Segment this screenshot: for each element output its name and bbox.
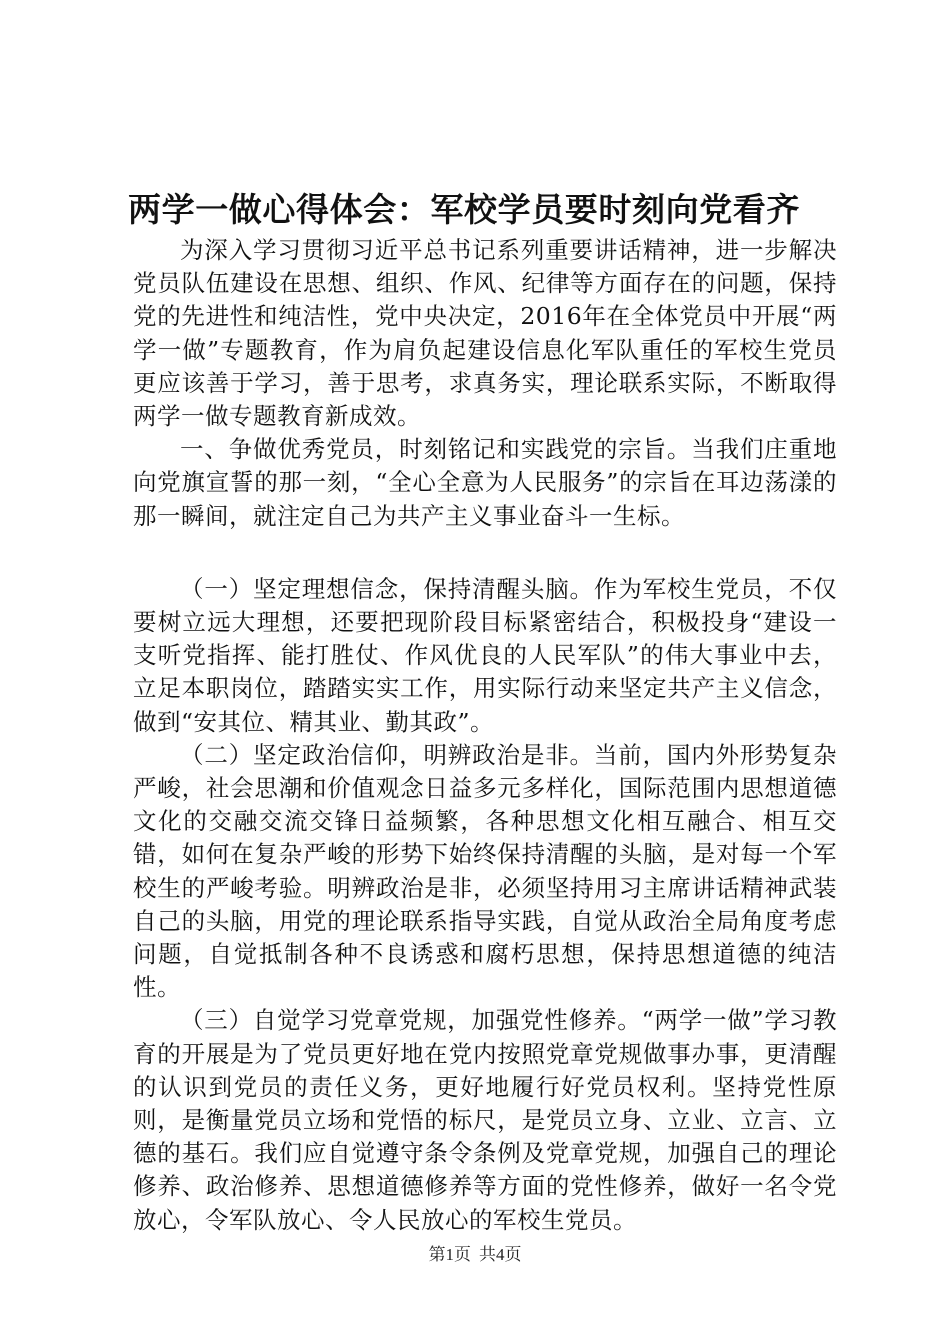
paragraph-point-2: （二）坚定政治信仰，明辨政治是非。当前，国内外形势复杂严峻，社会思潮和价值观念日益多元多样化，国际范围内思想道德文化的交融交流交锋日益频繁，各种思想文化相互融合、相互交错，如何在复杂严峻的形势下始终保持清醒的头脑，是对每一个军校生的严峻考验。明辨政治是非，必须坚持用习主席讲话精神武装自己的头脑，用党的理论联系指导实践，自觉从政治全局角度考虑问题，自觉抵制各种不良诱惑和腐朽思想，保持思想道德的纯洁性。	[133, 740, 837, 1002]
paragraph-intro: 为深入学习贯彻习近平总书记系列重要讲话精神，进一步解决党员队伍建设在思想、组织、作风、纪律等方面存在的问题，保持党的先进性和纯洁性，党中央决定，2016年在全体党员中开展“两学一做”专题教育，作为肩负起建设信息化军队重任的军校生党员更应该善于学习，善于思考，求真务实，理论联系实际，不断取得两学一做专题教育新成效。	[133, 236, 837, 431]
paragraph-section-1: 一、争做优秀党员，时刻铭记和实践党的宗旨。当我们庄重地向党旗宣誓的那一刻，“全心全意为人民服务”的宗旨在耳边荡漾的那一瞬间，就注定自己为共产主义事业奋斗一生标。	[133, 435, 837, 530]
paragraph-point-1: （一）坚定理想信念，保持清醒头脑。作为军校生党员，不仅要树立远大理想，还要把现阶段目标紧密结合，积极投身“建设一支听党指挥、能打胜仗、作风优良的人民军队”的伟大事业中去，立足本职岗位，踏踏实实工作，用实际行动来坚定共产主义信念，做到“安其位、精其业、勤其政”。	[133, 574, 837, 736]
page-footer	[0, 1244, 950, 1266]
page-total: 共4页	[479, 1245, 522, 1264]
document-body	[133, 234, 837, 1237]
page-number: 第1页	[428, 1245, 471, 1264]
document-title: 两学一做心得体会：军校学员要时刻向党看齐	[128, 190, 800, 229]
paragraph-point-3: （三）自觉学习党章党规，加强党性修养。“两学一做”学习教育的开展是为了党员更好地在党内按照党章党规做事办事，更清醒的认识到党员的责任义务，更好地履行好党员权利。坚持党性原则，是衡量党员立场和党悟的标尺，是党员立身、立业、立言、立德的基石。我们应自觉遵守条令条例及党章党规，加强自己的理论修养、政治修养、思想道德修养等方面的党性修养，做好一名令党放心，令军队放心、令人民放心的军校生党员。	[133, 1006, 837, 1234]
